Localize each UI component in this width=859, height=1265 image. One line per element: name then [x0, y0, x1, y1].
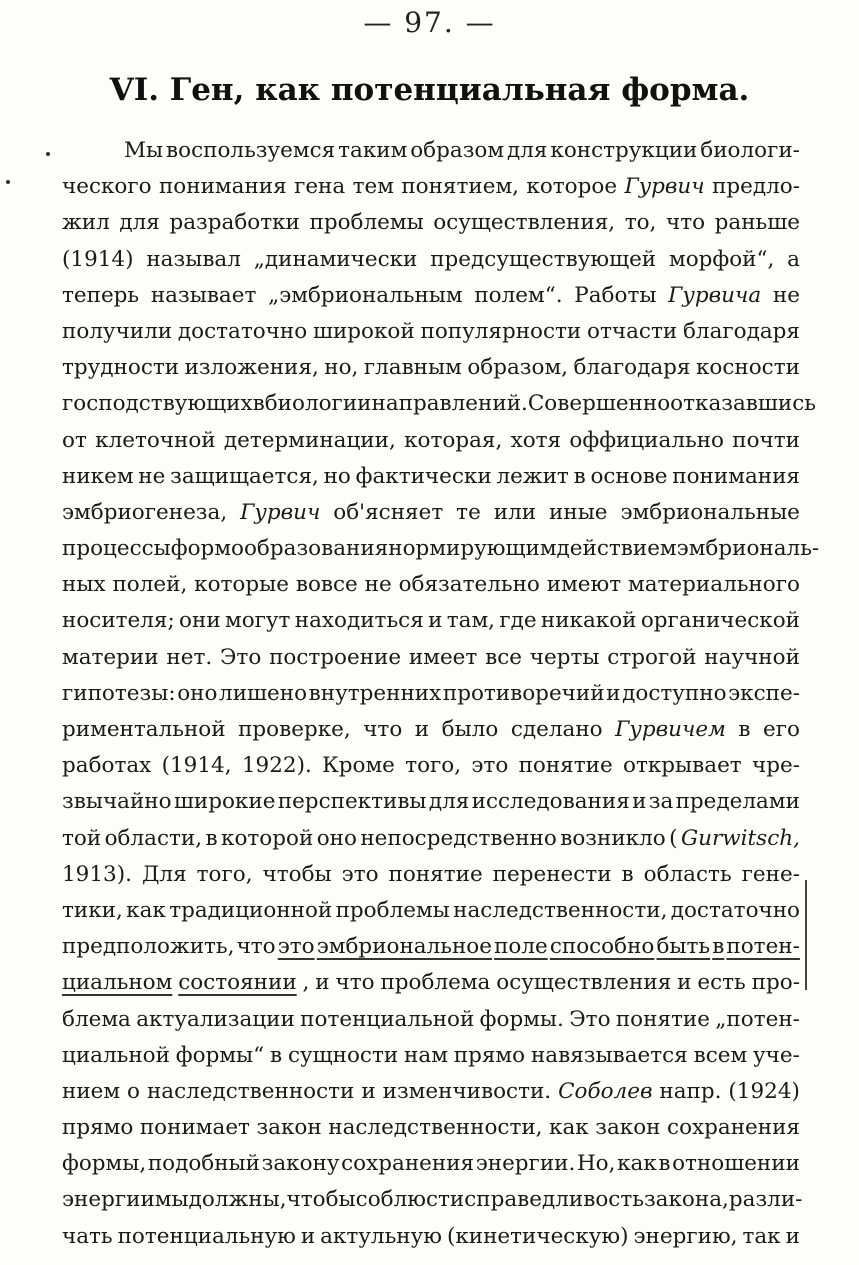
- word: отношении: [672, 1151, 800, 1177]
- word: нием: [62, 1078, 121, 1104]
- word: и: [428, 608, 443, 634]
- word: не: [364, 572, 392, 598]
- word: нормирующим: [388, 536, 557, 562]
- word: осуществления: [496, 970, 672, 996]
- underlined-phrase: в: [712, 934, 725, 960]
- word: благодаря: [682, 318, 800, 344]
- word: отказавшись: [670, 391, 816, 417]
- word: проблема: [380, 970, 491, 996]
- word: область: [643, 861, 732, 887]
- word: циальной: [62, 1042, 170, 1068]
- word: находиться: [294, 608, 424, 634]
- word: противоречий: [442, 680, 605, 706]
- word: той: [62, 825, 102, 851]
- word: получили: [62, 318, 173, 344]
- word: предло-: [712, 174, 800, 200]
- word: вовсе: [295, 572, 358, 598]
- word: защищается,: [170, 463, 319, 489]
- word: „потен-: [715, 1006, 800, 1032]
- word: изменчивости.: [382, 1078, 552, 1104]
- text-line: [62, 965, 800, 1001]
- word: лишено: [219, 680, 308, 706]
- word: но: [323, 463, 351, 489]
- italic-name: Гурвича: [668, 282, 762, 308]
- text-line: [62, 1002, 800, 1038]
- text-line: [62, 1219, 800, 1255]
- word: гипотезы:: [62, 680, 176, 706]
- word: того,: [405, 753, 462, 779]
- word: или: [493, 499, 537, 525]
- word: проблемы: [335, 897, 450, 923]
- word: „эмбриональным: [268, 282, 463, 308]
- word: хотя: [510, 427, 562, 453]
- word: и: [300, 1223, 316, 1249]
- text-line: [62, 603, 800, 639]
- word: разработки: [169, 210, 300, 236]
- word: те: [456, 499, 481, 525]
- word: в: [252, 391, 265, 417]
- word: в: [205, 825, 218, 851]
- word: Работы: [574, 282, 657, 308]
- speck: [6, 180, 10, 184]
- word: что: [363, 717, 403, 742]
- word: органической: [640, 608, 800, 634]
- word: конструкции: [550, 138, 698, 163]
- word: как: [617, 1151, 657, 1177]
- word: что: [236, 934, 276, 960]
- word: разли-: [728, 1187, 803, 1213]
- word: актульную: [320, 1223, 442, 1249]
- word: того,: [196, 861, 253, 887]
- text-line: [62, 893, 800, 929]
- word: образом,: [467, 355, 569, 381]
- margin-pencil-mark: [805, 880, 807, 990]
- word: что: [665, 210, 706, 236]
- word: которое: [526, 174, 618, 200]
- word: Совершенно: [527, 391, 671, 417]
- word: косности: [695, 355, 800, 381]
- word: для: [119, 210, 160, 236]
- word: в: [573, 463, 586, 489]
- word: непосредственно: [360, 825, 557, 851]
- word: иные: [549, 499, 608, 525]
- word: звычайно: [62, 789, 172, 815]
- word: Это: [569, 1006, 611, 1032]
- underlined-phrase: эмбриональное: [316, 934, 492, 960]
- word: достаточно: [670, 897, 800, 923]
- word: что: [335, 970, 375, 996]
- word: имеет: [408, 644, 478, 670]
- text-line: [62, 567, 800, 603]
- word: потенциальной: [300, 1006, 475, 1032]
- word: ных: [62, 572, 106, 598]
- word: напр.: [659, 1078, 722, 1104]
- word: от: [62, 427, 87, 453]
- text-line: [62, 1110, 800, 1146]
- word: где: [499, 608, 537, 634]
- text-line: [62, 712, 800, 748]
- underlined-phrase: потен-: [726, 934, 800, 960]
- word: формы,: [62, 1151, 147, 1177]
- underlined-phrase: способно: [549, 934, 655, 960]
- word: клеточной: [95, 427, 216, 453]
- word: формообразования: [170, 536, 389, 562]
- word: нам: [404, 1042, 448, 1068]
- word: подобный: [147, 1151, 260, 1177]
- word: предсуществующей: [430, 246, 657, 272]
- word: главным: [363, 355, 462, 381]
- word: имеют: [546, 572, 622, 598]
- word: но,: [324, 355, 359, 381]
- word: про-: [751, 970, 800, 996]
- word: чать: [62, 1223, 113, 1249]
- word: ,: [302, 970, 310, 996]
- text-line: [62, 1038, 800, 1074]
- word: тем: [352, 174, 394, 200]
- word: энергии.: [475, 1151, 576, 1177]
- word: (кинетическую): [446, 1223, 629, 1249]
- word: исследования: [471, 789, 630, 815]
- word: есть: [697, 970, 746, 996]
- word: мы: [154, 1187, 189, 1213]
- text-line: [62, 169, 800, 205]
- word: энергию,: [633, 1223, 738, 1249]
- word: фактически: [355, 463, 492, 489]
- text-line: [62, 314, 800, 350]
- word: навязывается: [530, 1042, 688, 1068]
- word: доступно: [622, 680, 727, 706]
- text-line: [62, 386, 816, 422]
- word: не: [772, 282, 800, 308]
- word: Кроме: [322, 753, 395, 779]
- word: соблюсти: [355, 1187, 465, 1213]
- word: экспе-: [728, 680, 800, 706]
- word: все: [485, 644, 522, 670]
- word: закону: [261, 1151, 340, 1177]
- word: они: [179, 608, 221, 634]
- chapter-title: VI. Ген, как потенциальная форма.: [109, 72, 750, 108]
- word: Мы: [124, 138, 164, 163]
- text-line: [62, 1146, 800, 1182]
- word: жил: [62, 210, 110, 236]
- word: и: [361, 1078, 376, 1104]
- word: действием: [556, 536, 677, 562]
- body-text: [62, 133, 820, 1255]
- word: в: [621, 861, 634, 887]
- word: всем: [693, 1042, 748, 1068]
- text-line: [62, 423, 800, 459]
- word: проблемы: [309, 210, 424, 236]
- text-line: [62, 857, 800, 893]
- word: и: [414, 717, 430, 742]
- word: сущности: [287, 1042, 399, 1068]
- word: и: [785, 1223, 800, 1249]
- word: о: [127, 1078, 140, 1104]
- word: называет: [150, 282, 257, 308]
- word: (1914): [62, 246, 134, 272]
- word: воспользуемся: [166, 138, 336, 163]
- word: популярности: [420, 318, 582, 344]
- word: эмбриогенеза,: [62, 499, 228, 525]
- word: закона,: [643, 1187, 729, 1213]
- word: формы.: [479, 1006, 564, 1032]
- word: там,: [446, 608, 496, 634]
- word: понимает: [139, 1115, 250, 1141]
- word: называл: [146, 246, 241, 272]
- word: предположить,: [62, 934, 235, 960]
- word: так: [742, 1223, 781, 1249]
- word: направлений.: [371, 391, 528, 417]
- text-line: [62, 640, 800, 676]
- word: оно: [177, 680, 218, 706]
- word: и: [677, 970, 692, 996]
- italic-name: Гурвичем: [615, 717, 726, 742]
- word: теперь: [62, 282, 140, 308]
- word: понятие: [518, 753, 613, 779]
- text-line: [62, 205, 800, 241]
- word: черты: [529, 644, 600, 670]
- word: внутренних: [308, 680, 442, 706]
- word: блема: [62, 1006, 131, 1032]
- word: риментальной: [62, 717, 226, 742]
- word: понятием,: [401, 174, 520, 200]
- word: перспективы: [277, 789, 427, 815]
- underlined-phrase: поле: [494, 934, 548, 960]
- word: прямо: [453, 1042, 526, 1068]
- word: основе: [590, 463, 668, 489]
- text-line: [62, 821, 800, 857]
- word: раньше: [714, 210, 800, 236]
- page-number: — 97. —: [363, 6, 496, 39]
- word: традиционной: [169, 897, 333, 923]
- word: закон: [595, 1115, 661, 1141]
- word: за: [648, 789, 674, 815]
- word: отчасти: [587, 318, 678, 344]
- word: широкой: [312, 318, 415, 344]
- word: построение: [269, 644, 402, 670]
- word: которой: [221, 825, 314, 851]
- word: открывает: [623, 753, 742, 779]
- word: никем: [62, 463, 134, 489]
- underlined-phrase: циальном: [62, 970, 173, 996]
- word: 1913).: [62, 861, 132, 887]
- word: сделано: [510, 717, 603, 742]
- word: (: [669, 825, 678, 851]
- word: наследственности: [146, 1078, 355, 1104]
- word: биологии: [264, 391, 372, 417]
- word: не: [138, 463, 166, 489]
- word: достаточно: [177, 318, 308, 344]
- word: наследственности,: [328, 1115, 543, 1141]
- word: биологи-: [700, 138, 800, 163]
- word: в: [658, 1151, 671, 1177]
- word: и: [632, 789, 647, 815]
- word: и: [606, 680, 621, 706]
- text-line: [62, 278, 800, 314]
- word: понимания: [158, 174, 287, 200]
- word: широкие: [173, 789, 276, 815]
- word: благодаря: [573, 355, 691, 381]
- word: Для: [141, 861, 187, 887]
- word: которая,: [404, 427, 503, 453]
- word: осуществления,: [433, 210, 616, 236]
- word: (1924): [728, 1078, 800, 1104]
- word: почти: [732, 427, 800, 453]
- word: а: [787, 246, 800, 272]
- word: материального: [628, 572, 800, 598]
- word: детерминации,: [223, 427, 396, 453]
- word: проверке,: [238, 717, 351, 742]
- text-line: [62, 748, 800, 784]
- word: лежит: [496, 463, 569, 489]
- italic-name: Гурвич: [240, 499, 321, 525]
- italic-name: Соболев: [558, 1078, 653, 1104]
- word: могут: [224, 608, 291, 634]
- word: (1914,: [161, 753, 232, 779]
- word: которые: [194, 572, 289, 598]
- word: материи: [62, 644, 159, 670]
- word: изложения,: [184, 355, 319, 381]
- word: сохранения: [667, 1115, 800, 1141]
- word: перенести: [492, 861, 612, 887]
- word: его: [763, 717, 800, 742]
- text-line: [62, 531, 820, 567]
- word: области,: [104, 825, 203, 851]
- text-line: [62, 133, 800, 169]
- text-line: [62, 459, 800, 495]
- text-line: [62, 242, 800, 278]
- text-line: [62, 1182, 803, 1218]
- text-line: [62, 784, 800, 820]
- word: уче-: [753, 1042, 800, 1068]
- text-line: [62, 495, 800, 531]
- word: чре-: [752, 753, 800, 779]
- word: это: [471, 753, 509, 779]
- text-line: [62, 350, 800, 386]
- word: наследственности,: [453, 897, 668, 923]
- text-line: [62, 676, 800, 712]
- word: Это: [219, 644, 262, 670]
- word: потенциальную: [117, 1223, 296, 1249]
- word: пределами: [675, 789, 800, 815]
- word: актуализации: [136, 1006, 295, 1032]
- word: носителя;: [62, 608, 175, 634]
- word: формы“: [175, 1042, 265, 1068]
- italic-name: Gurwitsch,: [680, 825, 800, 851]
- word: чтобы: [262, 861, 332, 887]
- word: возникло: [560, 825, 666, 851]
- word: 1922).: [241, 753, 312, 779]
- word: „динамически: [253, 246, 418, 272]
- underlined-phrase: это: [277, 934, 315, 960]
- word: трудности: [62, 355, 180, 381]
- word: то,: [624, 210, 657, 236]
- word: оно: [316, 825, 357, 851]
- word: нет.: [166, 644, 213, 670]
- word: и: [315, 970, 330, 996]
- word: прямо: [62, 1115, 134, 1141]
- underlined-phrase: состоянии: [178, 970, 297, 996]
- word: оффициально: [569, 427, 724, 453]
- word: эмбриональ-: [676, 536, 820, 562]
- word: гена: [294, 174, 346, 200]
- word: должны,: [188, 1187, 287, 1213]
- word: было: [441, 717, 499, 742]
- word: образом: [410, 138, 505, 163]
- word: никакой: [540, 608, 637, 634]
- word: для: [507, 138, 548, 163]
- italic-name: Гурвич: [624, 174, 705, 200]
- word: понимания: [672, 463, 800, 489]
- word: полей,: [112, 572, 188, 598]
- underlined-phrase: быть: [656, 934, 711, 960]
- word: сохранения: [341, 1151, 475, 1177]
- word: эмбриональные: [620, 499, 800, 525]
- word: Но,: [576, 1151, 616, 1177]
- word: морфой“,: [668, 246, 775, 272]
- word: полем“.: [474, 282, 563, 308]
- word: чтобы: [286, 1187, 356, 1213]
- word: как: [126, 897, 166, 923]
- speck: [46, 152, 50, 156]
- text-line: [62, 1074, 800, 1110]
- word: справедливость: [464, 1187, 644, 1213]
- text-line: [62, 929, 800, 965]
- word: тики,: [62, 897, 123, 923]
- word: господствующих: [62, 391, 253, 417]
- word: ческого: [62, 174, 152, 200]
- word: об'ясняет: [333, 499, 444, 525]
- word: таким: [338, 138, 408, 163]
- word: понятие: [615, 1006, 710, 1032]
- word: научной: [704, 644, 800, 670]
- word: в: [738, 717, 751, 742]
- word: гене-: [741, 861, 800, 887]
- word: в: [270, 1042, 283, 1068]
- word: понятие: [388, 861, 483, 887]
- word: это: [341, 861, 379, 887]
- word: для: [428, 789, 470, 815]
- word: как: [549, 1115, 589, 1141]
- word: работах: [62, 753, 152, 779]
- word: процессы: [62, 536, 171, 562]
- word: строгой: [607, 644, 697, 670]
- word: обязательно: [398, 572, 540, 598]
- word: закон: [256, 1115, 322, 1141]
- word: энергии: [62, 1187, 155, 1213]
